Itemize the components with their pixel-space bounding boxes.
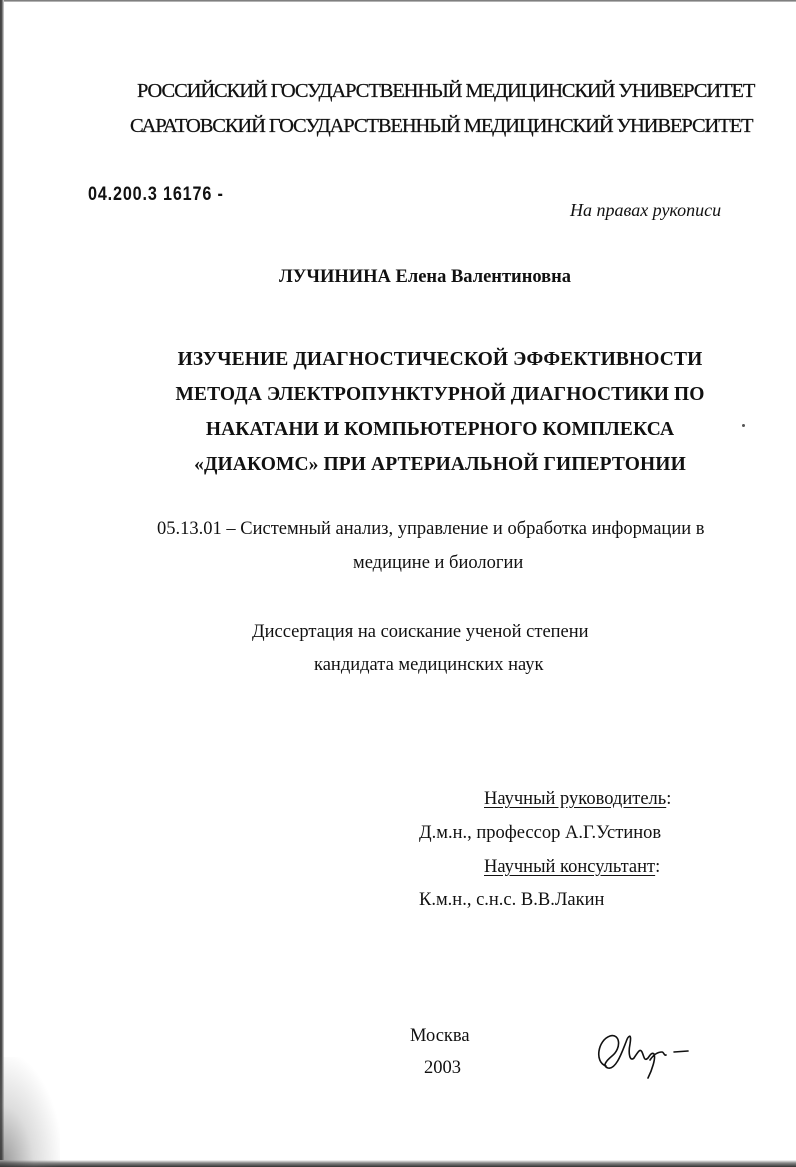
consultant-name: К.м.н., с.н.с. В.В.Лакин — [419, 890, 605, 910]
handwritten-signature — [592, 1022, 702, 1082]
specialty-line-1: 05.13.01 – Системный анализ, управление и обработка информации в — [157, 519, 705, 539]
institution-line-1: РОССИЙСКИЙ ГОСУДАРСТВЕННЫЙ МЕДИЦИНСКИЙ УНИВЕРСИТЕТ — [137, 80, 755, 102]
stamp-dash-mark: - — [212, 184, 224, 205]
supervisor-name: Д.м.н., профессор А.Г.Устинов — [419, 823, 662, 843]
institution-line-2: САРАТОВСКИЙ ГОСУДАРСТВЕННЫЙ МЕДИЦИНСКИЙ УНИВЕРСИТЕТ — [130, 115, 753, 137]
title-line-3: НАКАТАНИ И КОМПЬЮТЕРНОГО КОМПЛЕКСА — [205, 419, 675, 440]
consultant-label: Научный консультант: — [484, 857, 661, 877]
scan-speck — [742, 424, 745, 427]
specialty-line-2: медицине и биологии — [353, 553, 524, 573]
manuscript-rights: На правах рукописи — [570, 200, 722, 220]
year: 2003 — [424, 1058, 461, 1078]
title-line-2: МЕТОДА ЭЛЕКТРОПУНКТУРНОЙ ДИАГНОСТИКИ ПО — [175, 384, 705, 405]
city: Москва — [410, 1026, 470, 1046]
supervisor-label-text: Научный руководитель — [484, 789, 667, 809]
degree-line-2: кандидата медицинских наук — [314, 655, 544, 675]
scan-shadow-corner — [0, 1057, 60, 1167]
title-line-4: «ДИАКОМС» ПРИ АРТЕРИАЛЬНОЙ ГИПЕРТОНИИ — [194, 454, 686, 475]
consultant-label-text: Научный консультант — [484, 857, 656, 877]
scan-edge-top — [0, 0, 796, 2]
registration-stamp — [88, 184, 224, 206]
registration-number: 04.200.3 16176 — [88, 184, 213, 205]
supervisor-label: Научный руководитель: — [484, 789, 672, 809]
scan-edge-bottom — [0, 1160, 796, 1167]
author-name: ЛУЧИНИНА Елена Валентиновна — [279, 267, 572, 287]
title-line-1: ИЗУЧЕНИЕ ДИАГНОСТИЧЕСКОЙ ЭФФЕКТИВНОСТИ — [177, 349, 703, 370]
degree-line-1: Диссертация на соискание ученой степени — [252, 622, 589, 642]
dissertation-title — [0, 342, 796, 482]
scan-edge-left — [0, 0, 4, 1167]
